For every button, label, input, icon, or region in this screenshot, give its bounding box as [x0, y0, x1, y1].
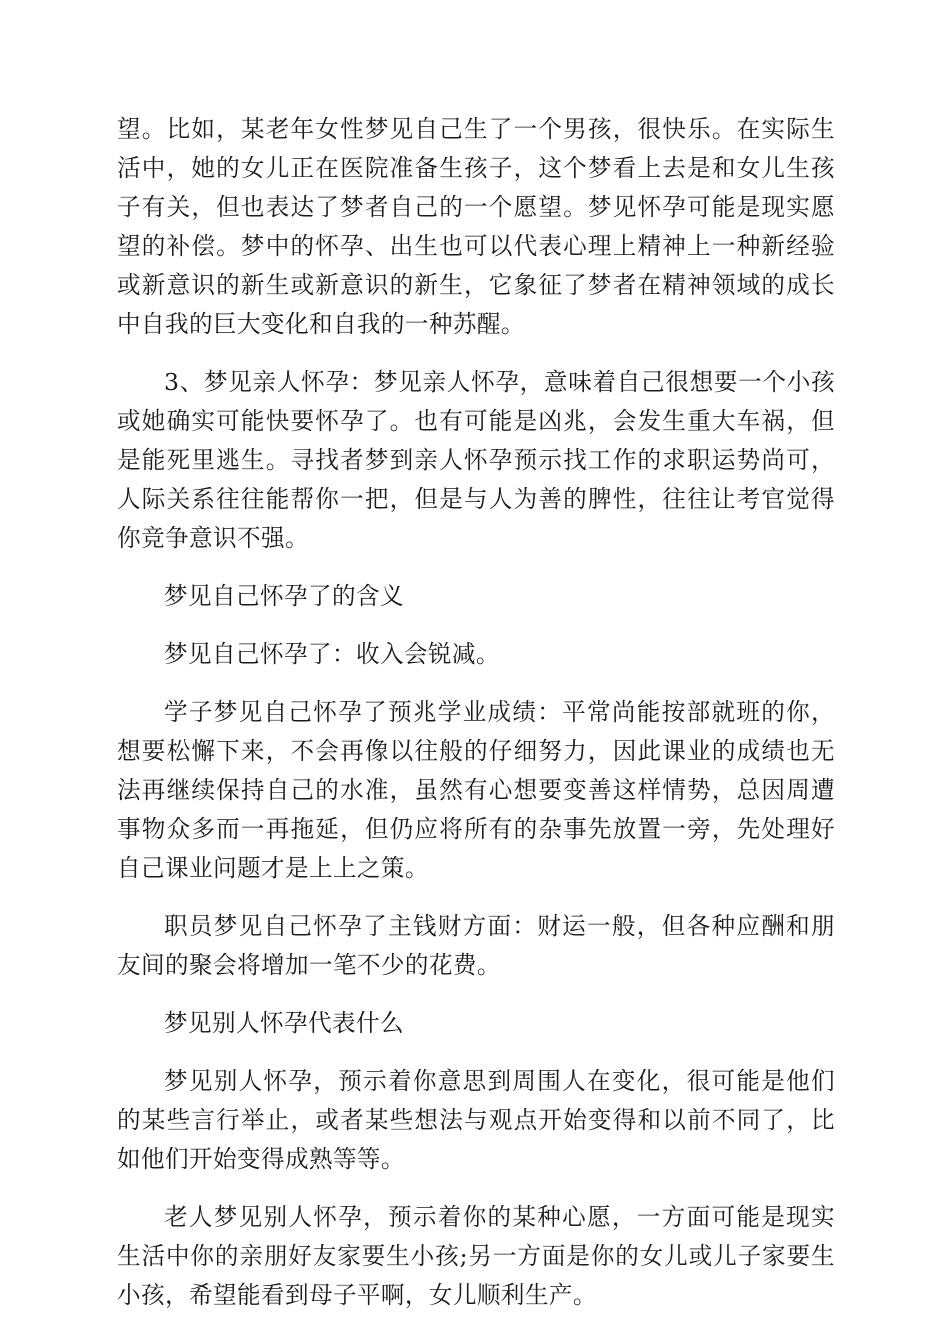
paragraph-employee-finance: 职员梦见自己怀孕了主钱财方面：财运一般，但各种应酬和朋友间的聚会将增加一笔不少的花费。: [117, 912, 835, 979]
section-heading-self-pregnant: 梦见自己怀孕了的含义: [164, 582, 404, 610]
section-heading-others-pregnant: 梦见别人怀孕代表什么: [164, 1009, 404, 1037]
paragraph-income-decrease: 梦见自己怀孕了：收入会锐减。: [164, 640, 500, 668]
paragraph-dream-symbolism: 望。比如，某老年女性梦见自己生了一个男孩，很快乐。在实际生活中，她的女儿正在医院准备生孩子，这个梦看上去是和女儿生孩子有关，但也表达了梦者自己的一个愿望。梦见怀孕可能是现实愿望的补偿。梦中的怀孕、出生也可以代表心理上精神上一种新经验或新意识的新生或新意识的新生，它象征了梦者在精神领域的成长中自我的巨大变化和自我的一种苏醒。: [117, 115, 835, 338]
paragraph-relative-pregnant: 3、梦见亲人怀孕：梦见亲人怀孕，意味着自己很想要一个小孩或她确实可能快要怀孕了。也有可能是凶兆，会发生重大车祸，但是能死里逃生。寻找者梦到亲人怀孕预示找工作的求职运势尚可，人际关系往往能帮你一把，但是与人为善的脾性，往往让考官觉得你竞争意识不强。: [117, 368, 835, 552]
paragraph-student-studies: 学子梦见自己怀孕了预兆学业成绩：平常尚能按部就班的你，想要松懈下来，不会再像以往般的仔细努力，因此课业的成绩也无法再继续保持自己的水准，虽然有心想要变善这样情势，总因周遭事物众多而一再拖延，但仍应将所有的杂事先放置一旁，先处理好自己课业问题才是上上之策。: [117, 698, 835, 882]
paragraph-others-changing: 梦见别人怀孕，预示着你意思到周围人在变化，很可能是他们的某些言行举止，或者某些想法与观点开始变得和以前不同了，比如他们开始变得成熟等等。: [117, 1067, 835, 1173]
document-body: [117, 110, 835, 1334]
paragraph-elderly-wish: 老人梦见别人怀孕，预示着你的某种心愿，一方面可能是现实生活中你的亲朋好友家要生小孩;另一方面是你的女儿或儿子家要生小孩，希望能看到母子平啊，女儿顺利生产。: [117, 1203, 835, 1309]
